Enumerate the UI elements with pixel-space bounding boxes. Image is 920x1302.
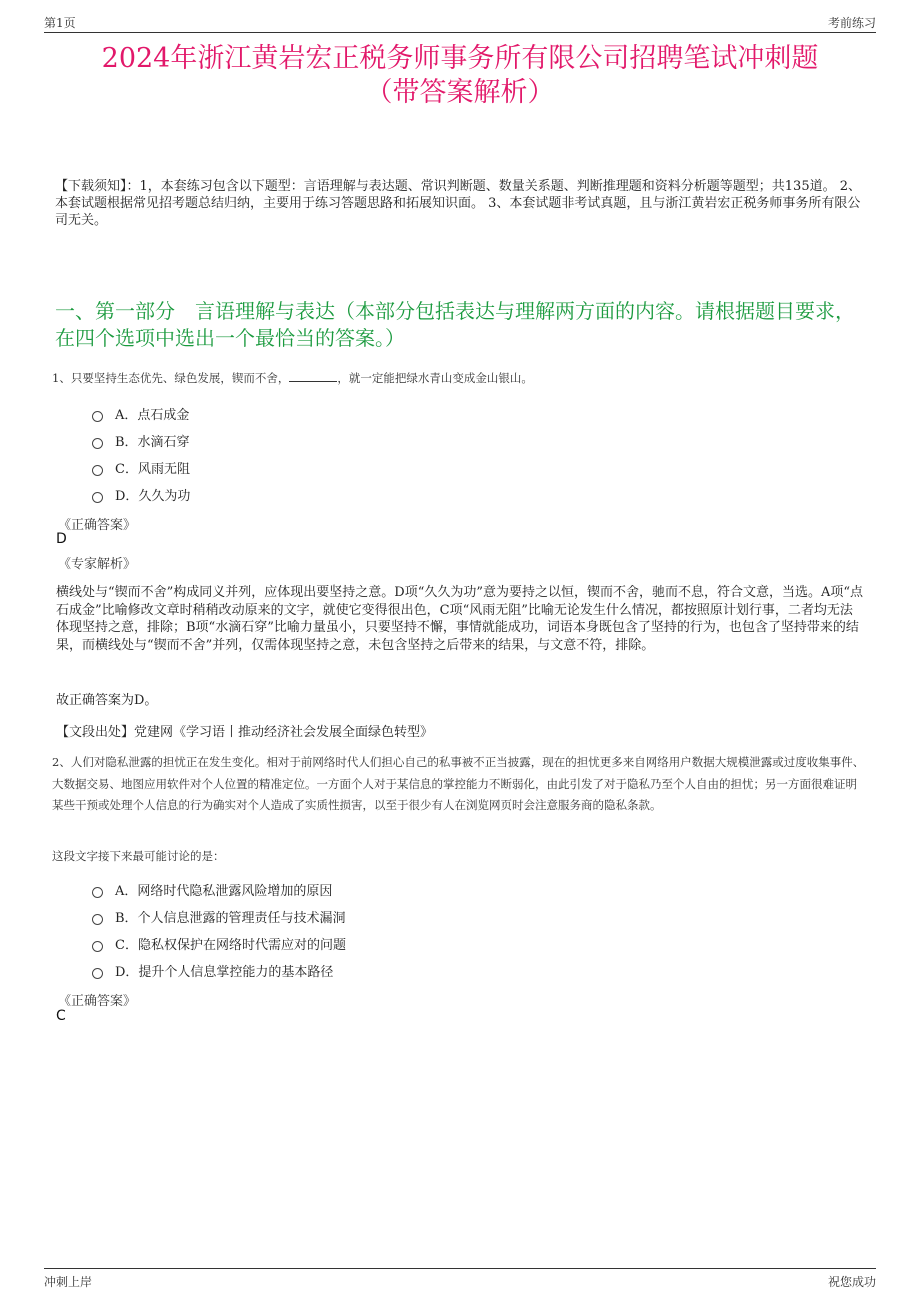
header-tag: 考前练习 [827,16,876,30]
option-d[interactable]: D．久久为功 [92,481,190,508]
analysis-label: 《专家解析》 [58,557,137,572]
radio-icon[interactable] [92,914,103,925]
radio-icon[interactable] [92,465,103,476]
question-2-stem: 2、人们对隐私泄露的担忧正在发生变化。相对于前网络时代人们担心自己的私事被不正当披露，现在的担忧更多来自网络用户数据大规模泄露或过度收集事件、大数据交易、地图应用软件对个人位置的精准定位。一方面个人对于某信息的掌控能力不断弱化，由此引发了对于隐私乃至个人自由的担忧；另一方面很难证明某些干预或处理个人信息的行为确实对个人造成了实质性损害，以至于很少有人在浏览网页时会注意服务商的隐私条款。 [52,755,865,812]
fill-blank [289,370,337,382]
title-line-2: （带答案解析） [365,77,555,108]
option-b[interactable]: B．水滴石穿 [92,427,190,454]
radio-icon[interactable] [92,492,103,503]
page-number: 第1页 [44,16,76,30]
option-b[interactable]: B．个人信息泄露的管理责任与技术漏洞 [92,903,346,930]
section-heading: 一、第一部分 言语理解与表达（本部分包括表达与理解两方面的内容。请根据题目要求，在四个选项中选出一个最恰当的答案。） [55,299,855,350]
page-header [44,12,876,33]
radio-icon[interactable] [92,438,103,449]
title-line-1: 2024年浙江黄岩宏正税务师事务所有限公司招聘笔试冲刺题 [101,43,819,74]
answer-value: C [56,1008,66,1024]
option-c[interactable]: C．风雨无阻 [92,454,190,481]
document-title [40,42,880,110]
radio-icon[interactable] [92,941,103,952]
question-1-stem: 1、只要坚持生态优先、绿色发展，锲而不舍， ，就一定能把绿水青山变成金山银山。 [52,371,533,385]
radio-icon[interactable] [92,887,103,898]
option-c[interactable]: C．隐私权保护在网络时代需应对的问题 [92,930,346,957]
download-notice: 【下载须知】：1，本套练习包含以下题型：言语理解与表达题、常识判断题、数量关系题、判断推理题和资料分析题等题型；共135道。 2、本套试题根据常见招考题总结归纳，主要用于练习答题思路和拓展知识面。 3、本套试题非考试真题，且与浙江黄岩宏正税务师事务所有限公司无关。 [55,179,861,228]
answer-label: 《正确答案》 [58,518,137,533]
answer-label: 《正确答案》 [58,994,137,1009]
footer-left: 冲刺上岸 [44,1275,93,1289]
option-d[interactable]: D．提升个人信息掌控能力的基本路径 [92,957,346,984]
analysis-text: 横线处与“锲而不舍”构成同义并列，应体现出要坚持之意。D项“久久为功”意为要持之以恒，锲而不舍，驰而不息，符合文意，当选。A项“点石成金”比喻修改文章时稍稍改动原来的文字，就使它变得很出色，C项“风雨无阻”比喻无论发生什么情况，都按照原计划行事，二者均无法体现坚持之意，排除；B项“水滴石穿”比喻力量虽小，只要坚持不懈，事情就能成功，词语本身既包含了坚持的行为，也包含了坚持带来的结果，而横线处与“锲而不舍”并列，仅需体现坚持之意，未包含坚持之后带来的结果，与文意不符，排除。 [56,585,864,653]
radio-icon[interactable] [92,968,103,979]
conclusion-text: 故正确答案为D。 [56,693,158,708]
source-citation: 【文段出处】党建网《学习语丨推动经济社会发展全面绿色转型》 [56,725,434,740]
question-1-options [92,400,190,508]
option-a[interactable]: A．点石成金 [92,400,190,427]
question-2-options [92,876,346,984]
question-2-prompt: 这段文字接下来最可能讨论的是： [52,849,225,863]
answer-value: D [56,531,67,547]
footer-right: 祝您成功 [827,1275,876,1289]
option-a[interactable]: A．网络时代隐私泄露风险增加的原因 [92,876,346,903]
page-footer [44,1268,876,1291]
radio-icon[interactable] [92,411,103,422]
